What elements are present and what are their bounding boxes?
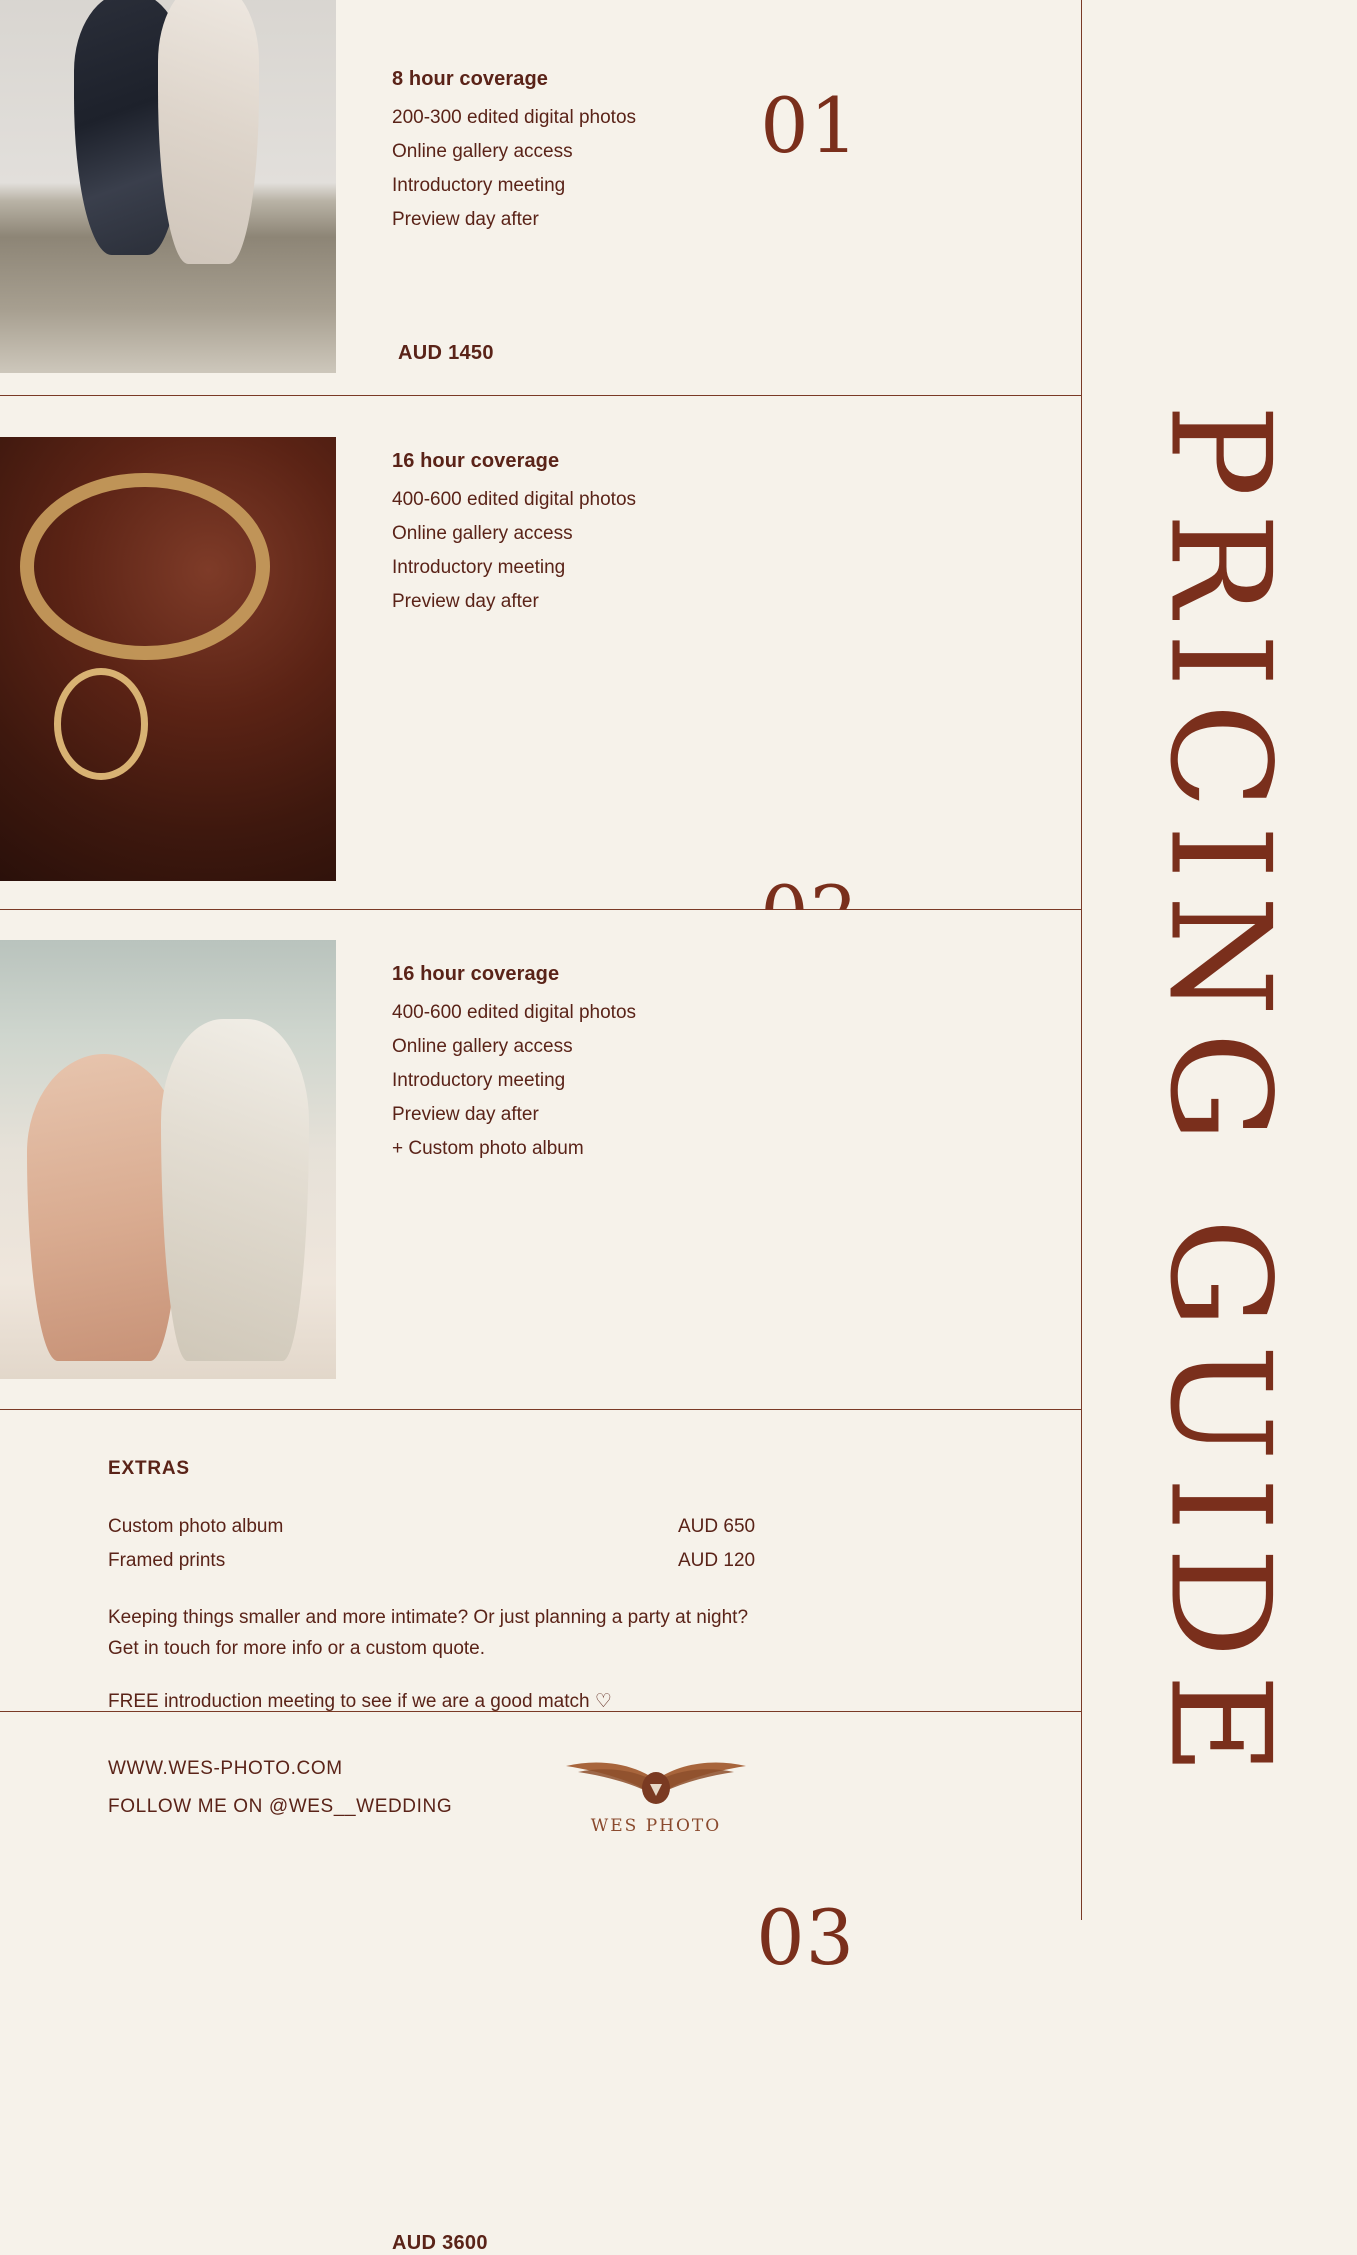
package-price: AUD 1450 <box>398 342 494 364</box>
package-feature: Preview day after <box>392 1104 539 1125</box>
package-details-01 <box>392 68 636 237</box>
extras-note-line-2: Get in touch for more info or a custom quote. <box>108 1638 486 1659</box>
package-feature: 200-300 edited digital photos <box>392 107 637 128</box>
package-title: 16 hour coverage <box>392 963 560 985</box>
social-handle[interactable]: FOLLOW ME ON @WES__WEDDING <box>108 1796 453 1817</box>
page-title <box>1082 0 1357 1920</box>
package-feature: Introductory meeting <box>392 175 566 196</box>
package-feature: Introductory meeting <box>392 557 566 578</box>
package-card-01 <box>0 0 1081 396</box>
package-card-02 <box>0 396 1081 910</box>
couple-kissing-photo <box>0 0 336 373</box>
wedding-rings-photo <box>0 437 336 881</box>
logo-wordmark: WES PHOTO <box>590 1816 722 1836</box>
extras-item-price: AUD 650 <box>678 1516 756 1537</box>
extras-heading: EXTRAS <box>108 1458 190 1479</box>
extras-item-name: Custom photo album <box>108 1516 284 1537</box>
package-details-03 <box>392 963 636 1166</box>
extras-note-line-1: Keeping things smaller and more intimate? Or just planning a party at night? <box>108 1607 749 1628</box>
footer-section <box>0 1712 1081 1920</box>
package-feature: Online gallery access <box>392 1036 573 1057</box>
package-number: 01 <box>760 81 859 170</box>
package-number: 03 <box>756 1893 855 1982</box>
page-title-text: PRICING GUIDE <box>1139 404 1301 1791</box>
extras-row <box>108 1510 1081 1544</box>
package-details-02 <box>392 450 636 619</box>
brand-logo <box>531 1750 781 1836</box>
extras-item-name: Framed prints <box>108 1550 226 1571</box>
bride-and-groom-veil-photo <box>0 940 336 1379</box>
website-link[interactable]: WWW.WES-PHOTO.COM <box>108 1758 343 1779</box>
package-feature: Online gallery access <box>392 523 573 544</box>
package-feature: Preview day after <box>392 591 539 612</box>
title-column <box>1082 0 1357 1920</box>
package-title: 8 hour coverage <box>392 68 549 90</box>
extras-note <box>108 1602 1048 1664</box>
package-feature: + Custom photo album <box>392 1138 584 1159</box>
extras-row <box>108 1544 1081 1578</box>
free-meeting-note: FREE introduction meeting to see if we are a good match ♡ <box>108 1691 612 1712</box>
package-feature: 400-600 edited digital photos <box>392 489 637 510</box>
winged-emblem-icon <box>556 1750 756 1812</box>
package-feature: Introductory meeting <box>392 1070 566 1091</box>
package-feature: 400-600 edited digital photos <box>392 1002 637 1023</box>
package-price: AUD 3600 <box>392 2232 488 2254</box>
extras-item-price: AUD 120 <box>678 1550 756 1571</box>
package-feature: Preview day after <box>392 209 539 230</box>
package-title: 16 hour coverage <box>392 450 560 472</box>
extras-section <box>0 1410 1081 1712</box>
package-feature: Online gallery access <box>392 141 573 162</box>
